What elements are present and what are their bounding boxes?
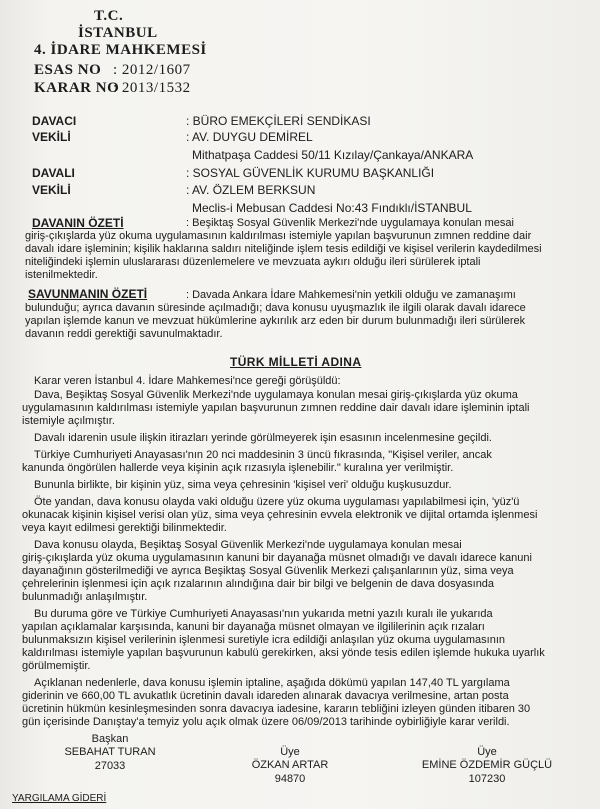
karar-no-label: KARAR NO (34, 80, 120, 96)
text-line: çehrelerinin işlenmesi için açık rızalarının alındığına dair bir bilgi ve belgenin de dava dosyasında (22, 578, 495, 590)
text-line: yapılan işlemde kanun ve mevzuat hükümlerine aykırılık arz eden bir durum bulunmadığı ileri sürülerek (25, 315, 526, 327)
text-line: : Beşiktaş Sosyal Güvenlik Merkezi'nde uygulamaya konulan mesai (186, 217, 514, 229)
baskan-number: 27033 (94, 760, 126, 772)
baskan-name: SEBAHAT TURAN (64, 746, 156, 758)
text-line: görülmemiştir. (22, 660, 91, 672)
city-heading: İSTANBUL (78, 25, 158, 41)
text-line: yapılan açıklamalar karşısında, kanuni bir dayanağa müsnet olmayan ve ilgililerinin açık rızaları (22, 621, 485, 633)
davaci-label: DAVACI (32, 114, 77, 128)
court-name: 4. İDARE MAHKEMESİ (34, 42, 207, 58)
decision-heading: TÜRK MİLLETİ ADINA (230, 355, 362, 369)
davali-value: : SOSYAL GÜVENLİK KURUMU BAŞKANLIĞI (186, 166, 435, 180)
tc-heading: T.C. (94, 8, 124, 24)
vekili-value: : AV. ÖZLEM BERKSUN (186, 183, 316, 197)
text-line: Bu duruma göre ve Türkiye Cumhuriyeti Anayasası'nın yukarıda metni yazılı kuralı ile yukarıda (34, 608, 493, 620)
text-line: Türkiye Cumhuriyeti Anayasası'nın 20 nci maddesinin 3 üncü fıkrasında, "Kişisel veriler, ancak (34, 449, 492, 461)
text-line: istenilmektedir. (25, 269, 98, 281)
karar-no-value: : 2013/1532 (113, 80, 191, 96)
text-line: dayanağının gösterilmediği ve ayrıca Beşiktaş Sosyal Güvenlik Merkezi çalışanlarının yüz, sima veya (22, 565, 514, 577)
text-line: kanunda öngörülen hallerde veya kişinin açık rızasıyla işlenebilir." kuralına yer verilmiştir. (22, 462, 454, 474)
text-line: istemiyle açılmıştır. (22, 415, 115, 427)
text-line: giriş-çıkışlarda yüz okuma uygulamasının kaldırılması istemiyle yapılan başvurunun zımnen reddine dair (25, 230, 532, 242)
text-line: Öte yandan, dava konusu olayda vaki olduğu üzere yüz okuma uygulaması yapılabilmesi için, 'yüz'ü (34, 496, 520, 508)
text-line: Bununla birlikte, bir kişinin yüz, sima veya çehresinin 'kişisel veri' olduğu kuşkusuzdur. (34, 479, 452, 491)
vekili-address: Meclis-i Mebusan Caddesi No:43 Fındıklı/İSTANBUL (192, 201, 472, 215)
text-line: gün içerisinde Danıştay'a temyiz yolu açık olmak üzere 06/09/2013 tarihinde oybirliğiyle karar verildi. (22, 716, 510, 728)
text-line: veya kayıt edilmesi gerektiği bilinmektedir. (22, 522, 227, 534)
vekili-label: VEKİLİ (32, 183, 71, 197)
text-line: davanın reddi gerektiği savunulmaktadır. (25, 328, 223, 340)
text-line: Dava konusu olayda, Beşiktaş Sosyal Güvenlik Merkezi'nde uygulamaya konulan mesai (34, 539, 462, 551)
text-line: Dava, Beşiktaş Sosyal Güvenlik Merkezi'nde uygulamaya konulan mesai giriş-çıkışlarda yüz okuma (34, 389, 518, 401)
vekili-value: : AV. DUYGU DEMİREL (186, 130, 313, 144)
text-line: uygulamasının kaldırılması istemiyle yapılan başvurunun zımnen reddine dair davalı idare işleminin iptali (22, 402, 530, 414)
uye-name: ÖZKAN ARTAR (251, 759, 329, 771)
davanin-ozeti-label: DAVANIN ÖZETİ (32, 216, 124, 230)
text-line: giriş-çıkışlarda yüz okuma uygulamasının kanuni bir dayanağa müsnet olmadığı ve davalı idarece kanuni (22, 552, 532, 564)
decision-intro: Karar veren İstanbul 4. İdare Mahkemesi'nce gereği görüşüldü: (34, 375, 341, 387)
davaci-value: : BÜRO EMEKÇİLERİ SENDİKASI (186, 114, 371, 128)
esas-no-value: : 2012/1607 (113, 62, 191, 78)
uye-name: EMİNE ÖZDEMİR GÜÇLÜ (421, 759, 553, 771)
text-line: giderinin ve 660,00 TL avukatlık ücretinin davalı idareden alınarak davacıya verilmesine, artan posta (22, 690, 509, 702)
esas-no-label: ESAS NO (34, 62, 102, 78)
savunmanin-ozeti-label: SAVUNMANIN ÖZETİ (28, 287, 148, 301)
text-line: : Davada Ankara İdare Mahkemesi'nin yetkili olduğu ve zamanaşımı (186, 289, 516, 301)
text-line: kaldırılması istemiyle yapılan başvurunun kabulü gerekirken, aksi yönde tesis edilen işlemde hukuka uyarlık (22, 647, 545, 659)
text-line: Açıklanan nedenlerle, dava konusu işlemin iptaline, aşağıda dökümü yapılan 147,40 TL yargılama (34, 677, 510, 689)
davali-label: DAVALI (32, 166, 75, 180)
text-line: ücretinin hükmün kesinleşmesinden sonra davacıya iadesine, kararın tebliğini izleyen günden itibaren 30 (22, 703, 531, 715)
text-line: niteliğindeki işlemin uluslararası düzenlemelere ve mevzuata aykırı olduğu ileri sürülerek iptali (25, 256, 481, 268)
uye-number: 94870 (274, 773, 306, 785)
vekili-label: VEKİLİ (32, 130, 71, 144)
uye-title: Üye (477, 746, 497, 758)
text-line: bulunmadığı anlaşılmıştır. (22, 591, 148, 603)
uye-number: 107230 (468, 773, 506, 785)
text-line: bulunmaksızın kişisel verilerinin işlenmesi suretiyle icra edildiği anlaşılan yüz okuma uygulamasının (22, 634, 505, 646)
yargilama-gideri-label: YARGILAMA GİDERİ (12, 793, 107, 804)
text-line: okunacak kişinin kişisel verisi olan yüz, sima veya çehresinin evvela elektronik ve dijital ortamda işlenmesi (22, 509, 538, 521)
uye-title: Üye (280, 746, 300, 758)
vekili-address: Mithatpaşa Caddesi 50/11 Kızılay/Çankaya/ANKARA (192, 148, 474, 162)
text-line: davalı idare işleminin; kişilik haklarına saldırı niteliğinde işlem tesis edildiği ve kişisel verilerin kaydedilmesi (25, 243, 542, 255)
baskan-title: Başkan (91, 733, 129, 745)
text-line: bulunduğu; ayrıca davanın süresinde açılmadığı; dava konusu uyuşmazlık ile ilgili olarak davalı idarece (25, 302, 526, 314)
text-line: Davalı idarenin usule ilişkin itirazları yerinde görülmeyerek işin esasının incelenmesine geçildi. (34, 432, 492, 444)
